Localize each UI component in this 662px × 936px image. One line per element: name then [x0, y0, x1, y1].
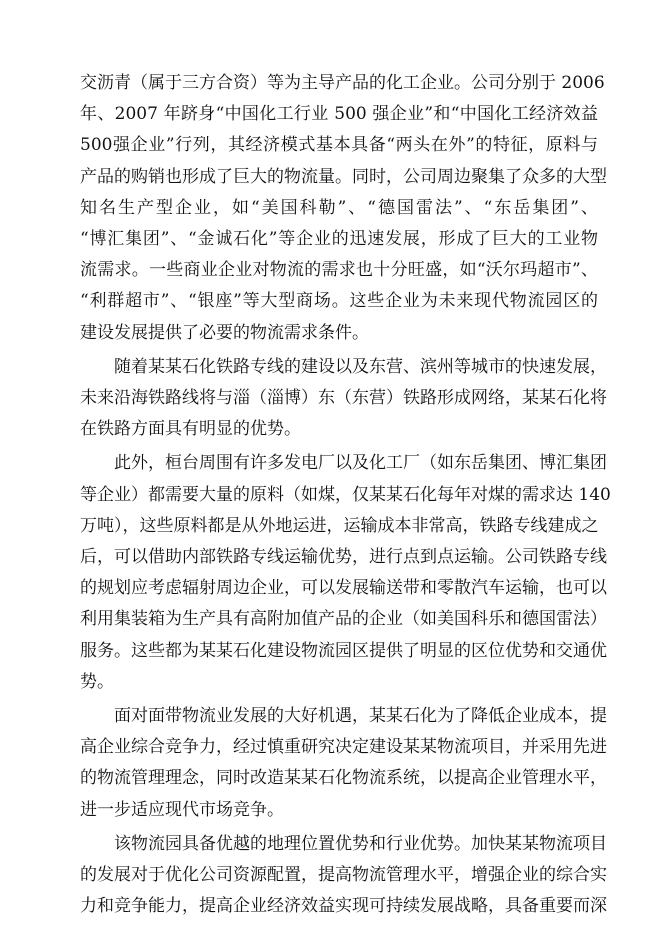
text-line: 力和竞争能力，提高企业经济效益实现可持续发展战略，具备重要而深 — [80, 896, 607, 917]
text-line: 随着某某石化铁路专线的建设以及东营、滨州等城市的快速发展， — [114, 356, 607, 377]
text-line: 产品的购销也形成了巨大的物流量。同时，公司周边聚集了众多的大型 — [80, 166, 607, 187]
text-line: 等企业）都需要大量的原料（如煤，仅某某石化每年对煤的需求达 140 — [80, 484, 611, 505]
text-line: 势。 — [80, 671, 114, 692]
text-line: 高企业综合竞争力，经过慎重研究决定建设某某物流项目，并采用先进 — [80, 737, 607, 758]
text-line: “博汇集团”、“金诚石化”等企业的迅速发展，形成了巨大的工业物 — [80, 229, 598, 250]
text-line: 此外，桓台周围有许多发电厂以及化工厂（如东岳集团、博汇集团 — [114, 453, 607, 474]
paragraph-5 — [80, 829, 607, 923]
paragraph-1 — [80, 68, 607, 349]
text-line: 的物流管理理念，同时改造某某石化物流系统，以提高企业管理水平， — [80, 768, 607, 789]
text-line: “利群超市”、“银座”等大型商场。这些企业为未来现代物流园区的 — [80, 291, 598, 312]
text-line: 服务。这些都为某某石化建设物流园区提供了明显的区位优势和交通优 — [80, 640, 607, 661]
text-line: 面对面带物流业发展的大好机遇，某某石化为了降低企业成本，提 — [114, 706, 607, 727]
text-line: 万吨），这些原料都是从外地运进，运输成本非常高，铁路专线建成之 — [80, 515, 599, 536]
document-page — [80, 68, 611, 922]
text-line: 知名生产型企业，如“美国科勒”、“德国雷法”、“东岳集团”、 — [80, 197, 598, 218]
text-line: 在铁路方面具有明显的优势。 — [80, 419, 301, 440]
paragraph-4 — [80, 701, 607, 826]
text-line: 的发展对于优化公司资源配置，提高物流管理水平，增强企业的综合实 — [80, 865, 607, 886]
text-line: 后，可以借助内部铁路专线运输优势，进行点到点运输。公司铁路专线 — [80, 547, 607, 568]
paragraph-3 — [80, 448, 611, 698]
text-line: 未来沿海铁路线将与淄（淄博）东（东营）铁路形成网络，某某石化将 — [80, 388, 607, 409]
text-line: 的规划应考虑辐射周边企业，可以发展输送带和零散汽车运输，也可以 — [80, 578, 607, 599]
text-line: 进一步适应现代市场竞争。 — [80, 799, 284, 820]
text-line: 利用集装箱为生产具有高附加值产品的企业（如美国科乐和德国雷法） — [80, 609, 607, 630]
text-line: 年、2007 年跻身“中国化工行业 500 强企业”和“中国化工经济效益 — [80, 104, 598, 125]
paragraph-2 — [80, 352, 607, 446]
text-line: 流需求。一些商业企业对物流的需求也十分旺盛，如“沃尔玛超市”、 — [80, 260, 598, 281]
text-line: 建设发展提供了必要的物流需求条件。 — [80, 322, 369, 343]
text-line: 该物流园具备优越的地理位置优势和行业优势。加快某某物流项目 — [114, 833, 607, 854]
text-line: 500强企业”行列，其经济模式基本具备“两头在外”的特征，原料与 — [80, 135, 598, 156]
text-line: 交沥青（属于三方合资）等为主导产品的化工企业。公司分别于 2006 — [80, 73, 605, 93]
